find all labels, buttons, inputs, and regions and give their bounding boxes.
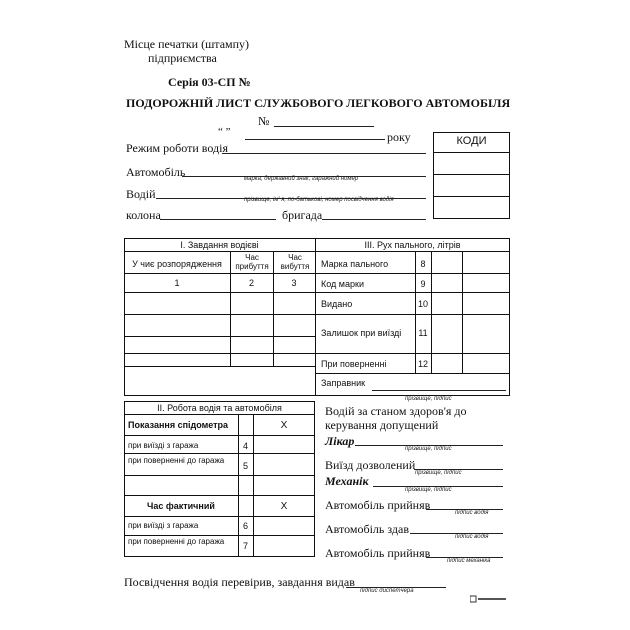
section1-row-line — [124, 353, 315, 354]
codes-divider — [433, 152, 510, 153]
code-4: 4 — [242, 441, 248, 451]
refueler-field[interactable] — [372, 390, 506, 391]
codes-divider — [433, 196, 510, 197]
depart2-label: при виїзді з гаража — [128, 521, 199, 530]
fuel-issued-code: 10 — [417, 299, 428, 309]
health-text-1: Водій за станом здоров'я до — [325, 404, 467, 418]
fuel-brand-label: Марка пального — [321, 259, 389, 269]
speedometer-label: Показання спідометра — [128, 420, 229, 430]
section1-num3: 3 — [291, 278, 297, 288]
fuel-return-code: 12 — [417, 359, 428, 369]
fuel-return-label: При поверненні — [321, 359, 387, 369]
column-label: колона — [126, 208, 161, 222]
exit-allowed-label: Виїзд дозволений — [325, 458, 416, 472]
refueler-caption: прізвище, підпис — [405, 396, 452, 402]
car-handed-label: Автомобіль здав — [325, 522, 410, 536]
mechanic-label: Механік — [325, 474, 369, 488]
actual-time-x: X — [280, 501, 288, 512]
section3-col — [415, 251, 416, 373]
car-caption: марка, державний знак, гаражний номер — [244, 176, 359, 182]
accepted-caption: підпис водія — [455, 510, 489, 516]
section1-title-line — [124, 251, 315, 252]
section2-title: ІІ. Робота водія та автомобіля — [157, 403, 282, 413]
number-label: № — [258, 114, 270, 128]
refueler-label: Заправник — [321, 378, 366, 388]
exit-caption: прізвище, підпис — [415, 470, 462, 476]
health-text-2: керування допущений — [325, 418, 439, 432]
section1-col — [230, 251, 231, 366]
brigade-label: бригада — [282, 208, 323, 222]
stamp-org-label: підприємства — [148, 51, 217, 65]
driver-mode-field[interactable] — [222, 153, 426, 154]
fuel-issued-label: Видано — [321, 299, 353, 309]
section1-col3-header: Час вибуття — [280, 253, 310, 271]
dispatcher-caption: підпис диспетчера — [360, 588, 414, 594]
section1-num1: 1 — [174, 278, 180, 288]
car-label: Автомобіль — [126, 165, 186, 179]
section2-line — [124, 435, 315, 436]
section3-row-line — [315, 353, 510, 354]
codes-divider — [433, 174, 510, 175]
section2-line — [124, 535, 315, 536]
section1-row-line — [124, 366, 315, 367]
fuel-code-code: 9 — [420, 279, 426, 289]
fuel-remainder-code: 11 — [418, 328, 428, 338]
section3-row-line — [315, 314, 510, 315]
date-field[interactable] — [245, 139, 385, 140]
certificate-label: Посвідчення водія перевірив, завдання видав — [124, 575, 355, 589]
section2-line — [124, 414, 315, 415]
section1-col — [273, 251, 274, 366]
code-7: 7 — [242, 541, 248, 551]
section3-col — [462, 251, 463, 373]
driver-label: Водій — [126, 187, 156, 201]
depart1-label: при виїзді з гаража — [128, 441, 199, 450]
section1-num2: 2 — [248, 278, 254, 288]
section2-line — [124, 516, 315, 517]
series-label: Серія 03-СП № — [168, 75, 251, 89]
fuel-remainder-label: Залишок при виїзді — [321, 328, 402, 338]
section2-line — [124, 453, 315, 454]
section1-col1-header: У чиє розпорядження — [132, 259, 222, 269]
speedometer-x: X — [280, 420, 288, 431]
return1-label: при поверненні до гаража — [128, 456, 225, 465]
handed-caption: підпис водія — [455, 534, 489, 540]
section3-title-line — [315, 251, 510, 252]
section1-row-line — [124, 314, 315, 315]
section1-row-line — [124, 336, 315, 337]
publisher-logo-icon — [470, 590, 508, 598]
accepted2-caption: підпис механіка — [447, 558, 491, 564]
document-title: ПОДОРОЖНІЙ ЛИСТ СЛУЖБОВОГО ЛЕГКОВОГО АВТОМОБІЛЯ — [126, 96, 511, 110]
section1-col2-header: Час прибуття — [235, 253, 269, 271]
section3-title: ІІІ. Рух пального, літрів — [364, 240, 461, 250]
brigade-field[interactable] — [322, 219, 426, 220]
driver-mode-label: Режим роботи водія — [126, 141, 228, 155]
doctor-label: Лікар — [325, 434, 355, 448]
section1-row-line — [124, 273, 315, 274]
stamp-place-label: Місце печатки (штампу) — [124, 37, 250, 51]
code-5: 5 — [242, 461, 248, 471]
section3-row-line — [315, 292, 510, 293]
doctor-caption: прізвище, підпис — [405, 446, 452, 452]
section3-col — [431, 251, 432, 373]
mechanic-caption: прізвище, підпис — [405, 487, 452, 493]
section1-row-line — [124, 292, 315, 293]
driver-caption: прізвище, ім’ я, по-батькові, номер посвідчення водія — [244, 197, 394, 203]
column-field[interactable] — [160, 219, 276, 220]
code-6: 6 — [242, 521, 248, 531]
section2-line — [124, 475, 315, 476]
fuel-brand-code: 8 — [420, 259, 426, 269]
section3-row-line — [315, 373, 510, 374]
return2-label: при поверненні до гаража — [128, 537, 225, 546]
car-accepted-label: Автомобіль прийняв — [325, 498, 431, 512]
section1-title: І. Завдання водієві — [180, 240, 259, 250]
date-quote: “ ” — [218, 126, 231, 138]
codes-title: КОДИ — [456, 135, 487, 147]
car-accepted2-label: Автомобіль прийняв — [325, 546, 431, 560]
number-field[interactable] — [274, 126, 374, 127]
section2-line — [124, 495, 315, 496]
year-label: року — [387, 130, 411, 144]
fuel-code-label: Код марки — [321, 279, 364, 289]
actual-time-label: Час фактичний — [147, 501, 215, 511]
section3-row-line — [315, 273, 510, 274]
